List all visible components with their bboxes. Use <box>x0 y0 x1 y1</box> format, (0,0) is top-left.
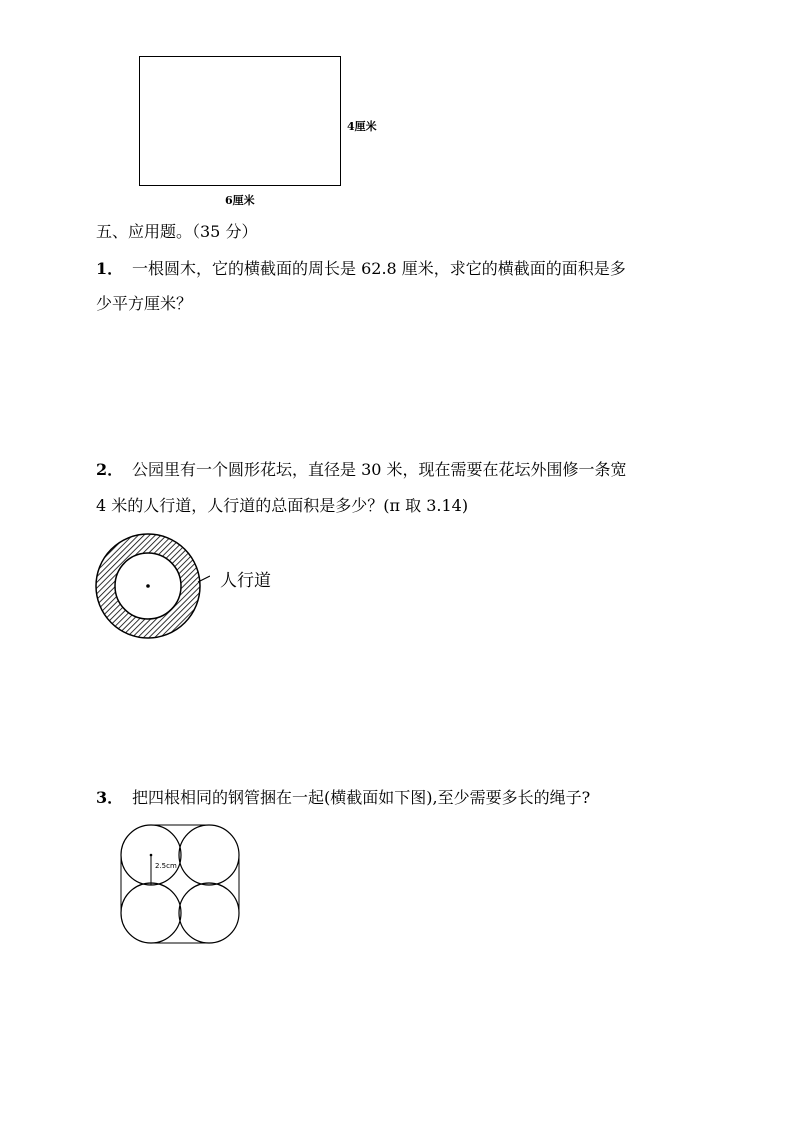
question-1-line-1 <box>96 259 626 279</box>
pipe-bottom-left <box>121 883 181 943</box>
question-1-line-2: 少平方厘米？ <box>96 294 193 313</box>
radius-label: 2.5cm <box>155 862 177 870</box>
question-3-number: 3． <box>96 788 124 807</box>
question-2-line-2: 4 米的人行道，人行道的总面积是多少？(π 取 3.14) <box>96 496 469 515</box>
walkway-ring-figure <box>90 532 210 644</box>
section-title: 五、应用题。（35 分） <box>96 222 258 241</box>
question-2-text-1: 公园里有一个圆形花坛，直径是 30 米，现在需要在花坛外围修一条宽 <box>132 460 627 479</box>
rectangle-width-label: 6厘米 <box>225 194 255 207</box>
question-1-number: 1． <box>96 259 124 278</box>
question-2-number: 2． <box>96 460 124 479</box>
question-2-line-1 <box>96 460 627 480</box>
pipe-top-right <box>179 825 239 885</box>
question-3-line-1 <box>96 788 590 808</box>
pipe-bottom-right <box>179 883 239 943</box>
question-1-text-1: 一根圆木，它的横截面的周长是 62.8 厘米，求它的横截面的面积是多 <box>132 259 626 278</box>
rectangle-figure <box>139 56 341 186</box>
rectangle-height-label: 4厘米 <box>347 120 377 133</box>
four-pipes-figure <box>118 822 244 946</box>
center-dot <box>146 584 150 588</box>
question-3-text-1: 把四根相同的钢管捆在一起(横截面如下图),至少需要多长的绳子? <box>132 788 591 807</box>
walkway-label: 人行道 <box>220 571 271 591</box>
